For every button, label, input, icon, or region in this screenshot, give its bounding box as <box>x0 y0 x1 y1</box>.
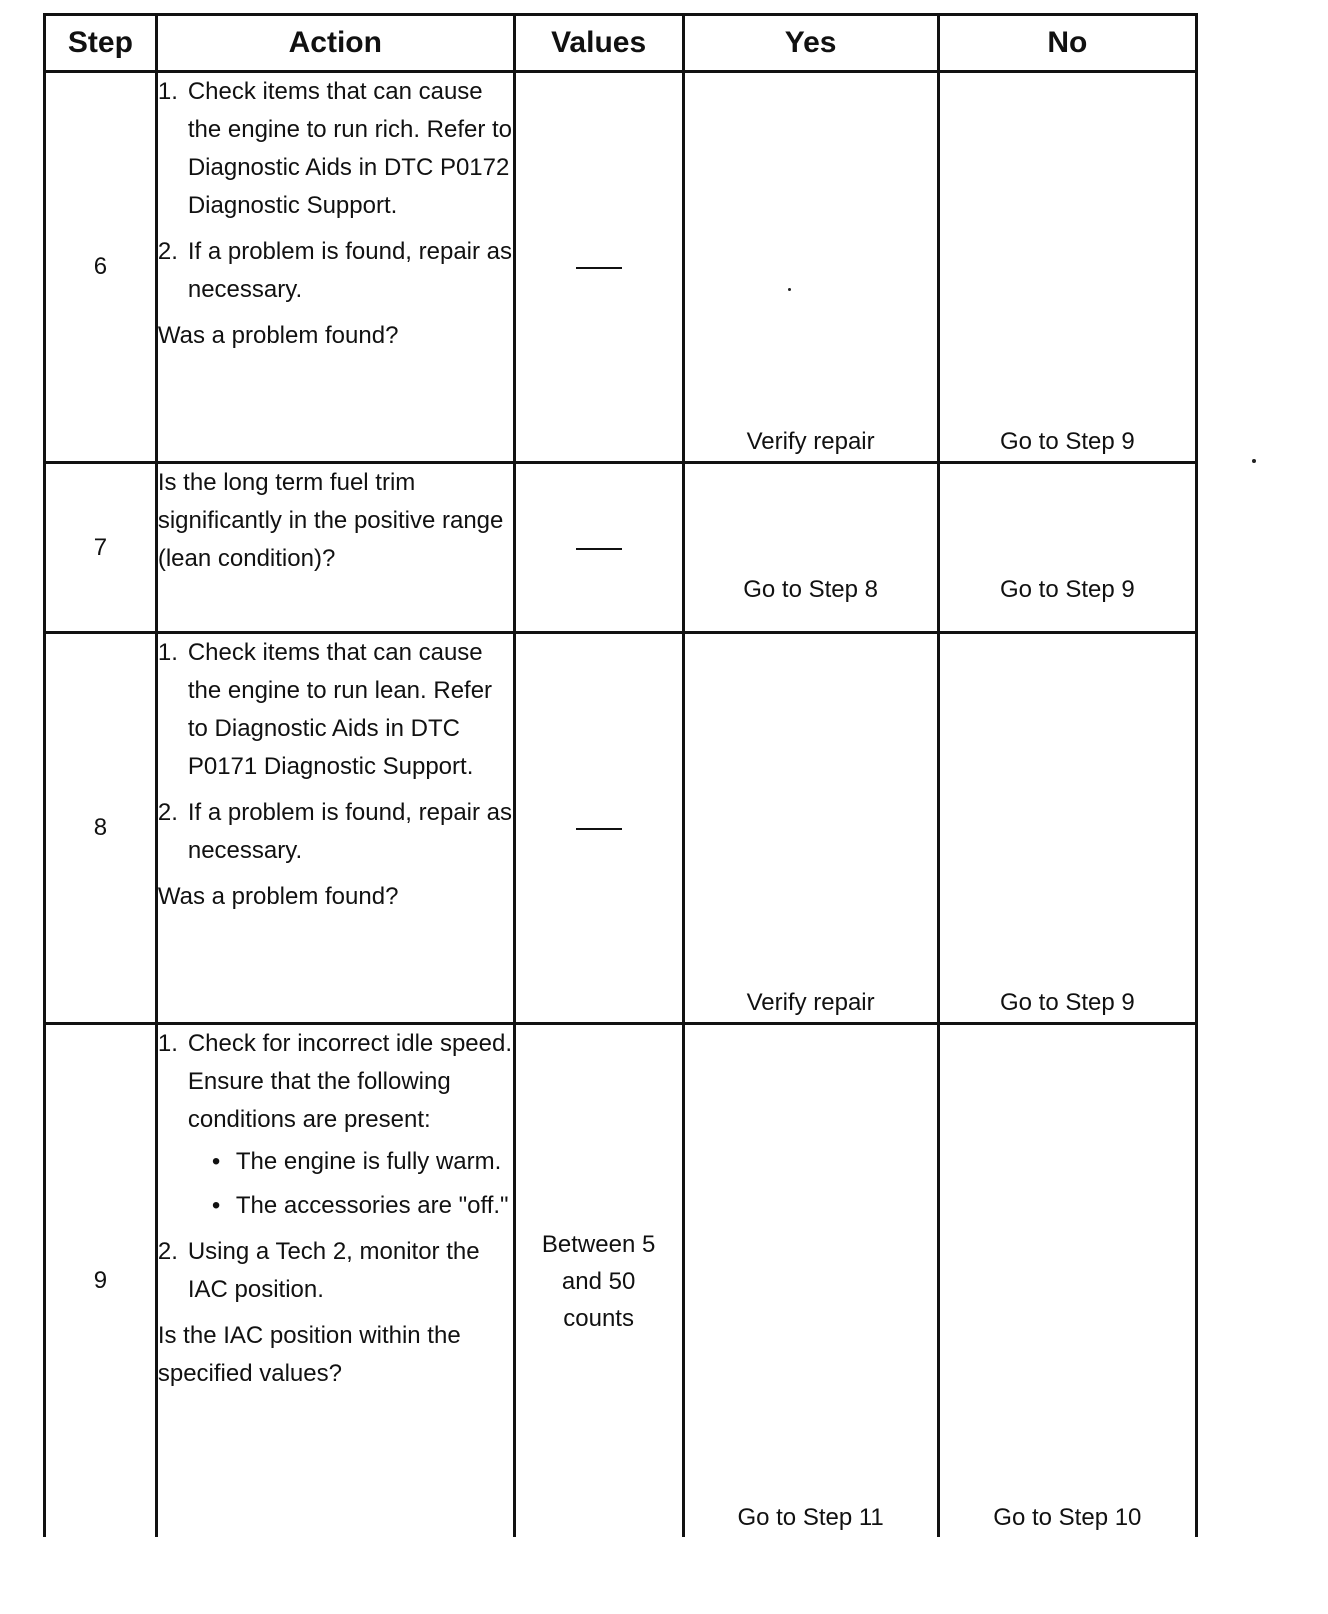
values-cell: Between 5 and 50 counts <box>514 1024 683 1538</box>
values-cell <box>514 72 683 463</box>
step-number: 8 <box>45 633 157 1024</box>
condition-list <box>188 1143 513 1225</box>
yes-result: Go to Step 11 <box>683 1024 938 1538</box>
table-row <box>45 463 1197 633</box>
step-number: 6 <box>45 72 157 463</box>
condition-text: The engine is fully warm. <box>235 1148 502 1175</box>
bullet-icon: • <box>211 1192 221 1219</box>
action-step <box>158 794 513 870</box>
step-number: 7 <box>45 463 157 633</box>
no-result: Go to Step 9 <box>938 633 1196 1024</box>
yes-result: Verify repair <box>683 633 938 1024</box>
action-step <box>158 73 513 225</box>
values-cell <box>514 633 683 1024</box>
yes-result: Verify repair <box>683 72 938 463</box>
action-cell <box>156 1024 514 1538</box>
step-index: 2. <box>157 238 178 265</box>
condition-item <box>188 1143 513 1181</box>
table-row <box>45 1024 1197 1538</box>
header-no: No <box>938 15 1196 72</box>
step-index: 2. <box>157 799 178 826</box>
action-cell <box>156 72 514 463</box>
scan-speck <box>1252 459 1256 463</box>
step-index: 1. <box>157 78 178 105</box>
values-cell <box>514 463 683 633</box>
step-text: Check for incorrect idle speed. Ensure that the following conditions are present: <box>187 1030 512 1133</box>
diagnostic-table <box>43 13 1198 1537</box>
no-result: Go to Step 10 <box>938 1024 1196 1538</box>
action-cell <box>156 463 514 633</box>
condition-item <box>188 1187 513 1225</box>
step-text: Check items that can cause the engine to run rich. Refer to Diagnostic Aids in DTC P0172 Diagnostic Support. <box>187 78 513 219</box>
action-step <box>158 1233 513 1309</box>
action-cell <box>156 633 514 1024</box>
header-step: Step <box>45 15 157 72</box>
action-step <box>158 1025 513 1225</box>
no-value-dash <box>576 267 622 269</box>
header-action: Action <box>156 15 514 72</box>
action-steps <box>158 1025 513 1309</box>
header-yes: Yes <box>683 15 938 72</box>
action-question: Was a problem found? <box>157 883 399 910</box>
table-row <box>45 72 1197 463</box>
step-text: Using a Tech 2, monitor the IAC position. <box>187 1238 480 1303</box>
action-step <box>158 233 513 309</box>
action-step <box>158 634 513 786</box>
condition-text: The accessories are "off." <box>235 1192 509 1219</box>
bullet-icon: • <box>211 1148 221 1175</box>
no-value-dash <box>576 548 622 550</box>
action-question: Was a problem found? <box>157 322 399 349</box>
step-text: If a problem is found, repair as necessary. <box>187 799 513 864</box>
header-values: Values <box>514 15 683 72</box>
yes-result: Go to Step 8 <box>683 463 938 633</box>
action-steps <box>158 634 513 870</box>
table-row <box>45 633 1197 1024</box>
action-question: Is the long term fuel trim significantly in the positive range (lean condition)? <box>157 469 504 572</box>
no-result: Go to Step 9 <box>938 463 1196 633</box>
step-text: If a problem is found, repair as necessary. <box>187 238 513 303</box>
step-number: 9 <box>45 1024 157 1538</box>
step-index: 1. <box>157 1030 178 1057</box>
step-index: 2. <box>157 1238 178 1265</box>
action-question: Is the IAC position within the specified values? <box>157 1322 461 1387</box>
header-row <box>45 15 1197 72</box>
step-text: Check items that can cause the engine to run lean. Refer to Diagnostic Aids in DTC P0171 Diagnostic Support. <box>187 639 493 780</box>
no-result: Go to Step 9 <box>938 72 1196 463</box>
no-value-dash <box>576 828 622 830</box>
step-index: 1. <box>157 639 178 666</box>
action-steps <box>158 73 513 309</box>
scan-speck <box>788 288 791 291</box>
